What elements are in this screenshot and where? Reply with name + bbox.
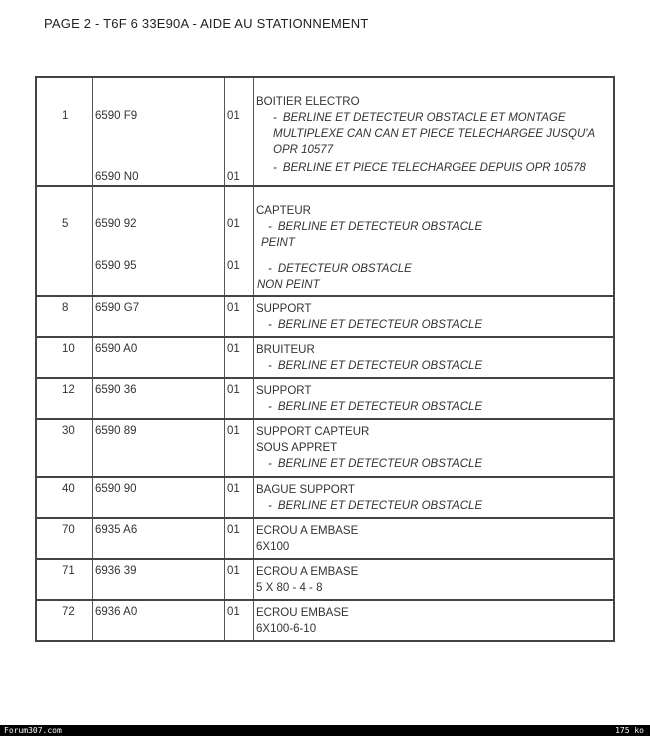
part-number: 6590 A0: [95, 343, 138, 355]
application-note: OPR 10577: [273, 144, 334, 156]
quantity: 01: [227, 343, 240, 355]
application-note: - DETECTEUR OBSTACLE: [268, 263, 412, 275]
application-note: - BERLINE ET PIECE TELECHARGEE DEPUIS OPR 10578: [273, 162, 586, 174]
table-row: [36, 559, 614, 600]
ref-number: 72: [62, 606, 75, 618]
part-spec: 5 X 80 - 4 - 8: [256, 582, 323, 594]
quantity: 01: [227, 565, 240, 577]
table-row: [36, 419, 614, 477]
page-title: PAGE 2 - T6F 6 33E90A - AIDE AU STATIONNEMENT: [44, 16, 369, 31]
application-note: - BERLINE ET DETECTEUR OBSTACLE: [268, 360, 483, 372]
part-number: 6936 A0: [95, 606, 138, 618]
part-title: BAGUE SUPPORT: [256, 484, 355, 496]
part-spec: 6X100: [256, 541, 290, 553]
part-title: SUPPORT: [256, 303, 312, 315]
table-row: [36, 337, 614, 378]
site-credit: Forum307.com: [4, 726, 62, 735]
quantity: 01: [227, 302, 240, 314]
quantity: 01: [227, 483, 240, 495]
ref-number: 40: [62, 483, 75, 495]
table-row: [36, 296, 614, 337]
table-row: [36, 186, 614, 296]
application-note: MULTIPLEXE CAN CAN ET PIECE TELECHARGEE JUSQU'A: [273, 128, 596, 140]
application-note: - BERLINE ET DETECTEUR OBSTACLE ET MONTAGE: [273, 112, 566, 124]
part-title: ECROU A EMBASE: [256, 525, 359, 537]
ref-number: 71: [62, 565, 75, 577]
part-title: ECROU A EMBASE: [256, 566, 359, 578]
part-number: 6590 36: [95, 384, 137, 396]
part-subtitle: SOUS APPRET: [256, 442, 338, 454]
part-number: 6590 F9: [95, 110, 138, 122]
part-title: BOITIER ELECTRO: [256, 96, 360, 108]
part-title: CAPTEUR: [256, 205, 311, 217]
part-title: SUPPORT: [256, 385, 312, 397]
table-row: [36, 518, 614, 559]
table-row: [36, 378, 614, 419]
application-note: - BERLINE ET DETECTEUR OBSTACLE: [268, 500, 483, 512]
part-number: 6590 92: [95, 218, 137, 230]
application-note: - BERLINE ET DETECTEUR OBSTACLE: [268, 458, 483, 470]
ref-number: 70: [62, 524, 75, 536]
part-number: 6935 A6: [95, 524, 138, 536]
quantity: 01: [227, 384, 240, 396]
application-note: PEINT: [261, 237, 295, 249]
parts-table: [35, 76, 615, 642]
application-note: NON PEINT: [257, 279, 320, 291]
ref-number: 5: [62, 218, 69, 230]
application-note: - BERLINE ET DETECTEUR OBSTACLE: [268, 319, 483, 331]
quantity: 01: [227, 260, 240, 272]
ref-number: 12: [62, 384, 75, 396]
part-number: 6590 G7: [95, 302, 140, 314]
ref-number: 8: [62, 302, 69, 314]
quantity: 01: [227, 524, 240, 536]
quantity: 01: [227, 425, 240, 437]
table-row: [36, 600, 614, 641]
application-note: - BERLINE ET DETECTEUR OBSTACLE: [268, 221, 483, 233]
ref-number: 10: [62, 343, 75, 355]
file-size: 175 ko: [615, 726, 644, 735]
part-title: SUPPORT CAPTEUR: [256, 426, 370, 438]
part-spec: 6X100-6-10: [256, 623, 317, 635]
ref-number: 30: [62, 425, 75, 437]
part-title: ECROU EMBASE: [256, 607, 349, 619]
part-number: 6590 N0: [95, 171, 139, 183]
table-row: [36, 477, 614, 518]
footer-bar: [0, 725, 650, 736]
part-number: 6590 90: [95, 483, 137, 495]
quantity: 01: [227, 171, 240, 183]
quantity: 01: [227, 218, 240, 230]
part-number: 6590 95: [95, 260, 137, 272]
part-number: 6936 39: [95, 565, 137, 577]
part-number: 6590 89: [95, 425, 137, 437]
quantity: 01: [227, 110, 240, 122]
table-row: [36, 77, 614, 186]
part-title: BRUITEUR: [256, 344, 315, 356]
quantity: 01: [227, 606, 240, 618]
application-note: - BERLINE ET DETECTEUR OBSTACLE: [268, 401, 483, 413]
ref-number: 1: [62, 110, 69, 122]
